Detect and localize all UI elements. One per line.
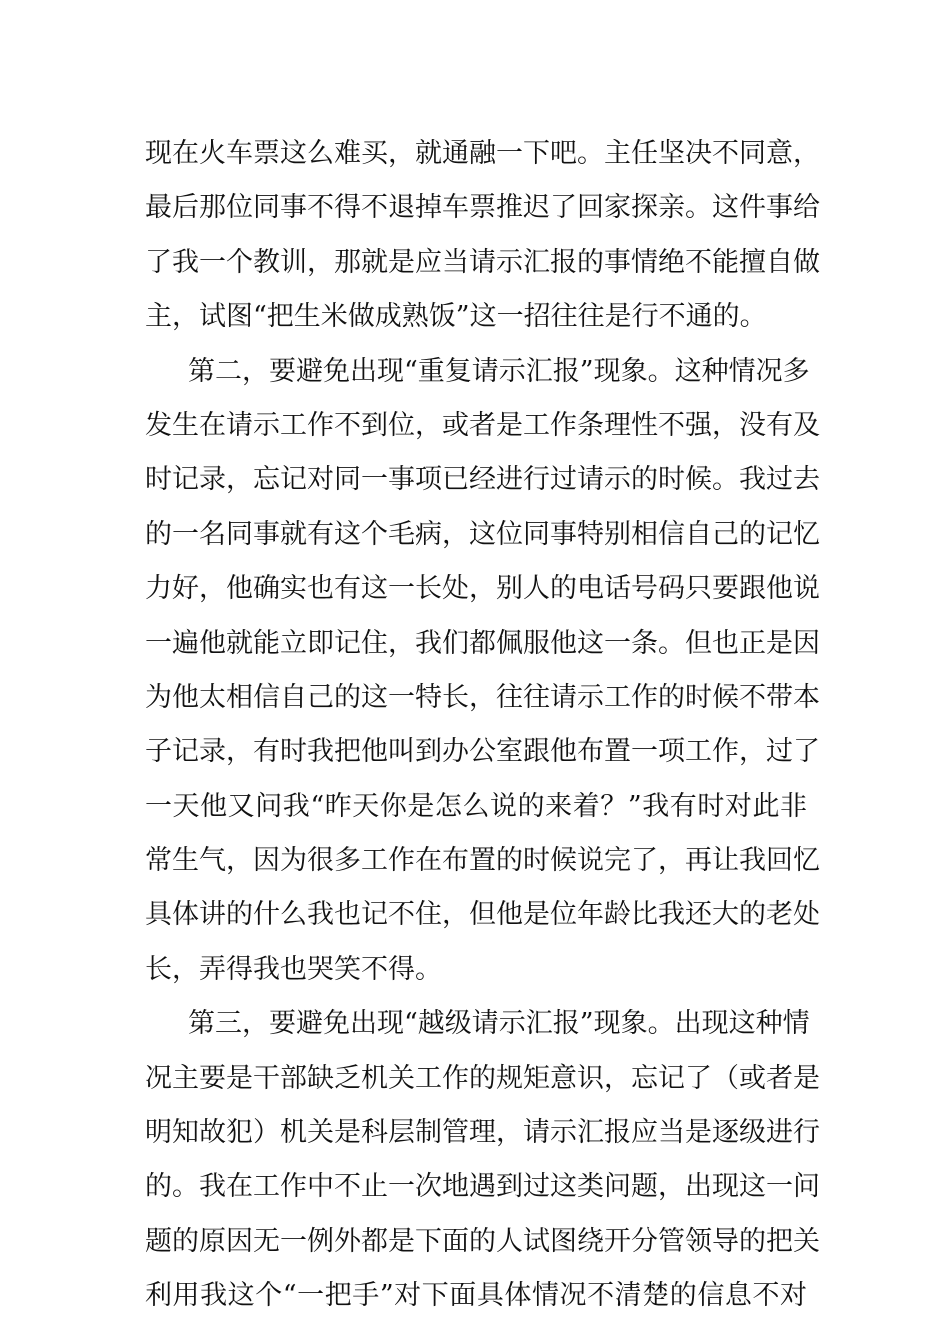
paragraph-start-line: 第三，要避免出现“越级请示汇报”现象。出现这种情: [188, 1008, 810, 1040]
text-line: 长，弄得我也哭笑不得。: [145, 953, 442, 985]
paragraph-start-line: 第二，要避免出现“重复请示汇报”现象。这种情况多: [188, 355, 810, 387]
text-line: 了我一个教训，那就是应当请示汇报的事情绝不能擅自做: [145, 246, 820, 278]
text-line: 况主要是干部缺乏机关工作的规矩意识，忘记了（或者是: [145, 1062, 820, 1094]
text-line: 明知故犯）机关是科层制管理，请示汇报应当是逐级进行: [145, 1117, 820, 1149]
text-line: 最后那位同事不得不退掉车票推迟了回家探亲。这件事给: [145, 192, 820, 224]
text-line: 具体讲的什么我也记不住，但他是位年龄比我还大的老处: [145, 899, 820, 931]
text-line: 利用我这个“一把手”对下面具体情况不清楚的信息不对: [145, 1280, 807, 1312]
text-line: 题的原因无一例外都是下面的人试图绕开分管领导的把关: [145, 1225, 820, 1257]
text-line: 发生在请示工作不到位，或者是工作条理性不强，没有及: [145, 409, 820, 441]
text-line: 的。我在工作中不止一次地遇到过这类问题，出现这一问: [145, 1171, 820, 1203]
text-line: 为他太相信自己的这一特长，往往请示工作的时候不带本: [145, 681, 820, 713]
text-line: 主，试图“把生米做成熟饭”这一招往往是行不通的。: [145, 301, 767, 333]
text-line: 子记录，有时我把他叫到办公室跟他布置一项工作，过了: [145, 736, 820, 768]
body-text: [145, 127, 820, 1324]
text-line: 时记录，忘记对同一事项已经进行过请示的时候。我过去: [145, 464, 820, 496]
text-line: 的一名同事就有这个毛病，这位同事特别相信自己的记忆: [145, 518, 820, 550]
text-line: 一天他又问我“昨天你是怎么说的来着？”我有时对此非: [145, 790, 807, 822]
text-line: 力好，他确实也有这一长处，别人的电话号码只要跟他说: [145, 573, 820, 605]
text-line: 常生气，因为很多工作在布置的时候说完了，再让我回忆: [145, 845, 820, 877]
text-line: 一遍他就能立即记住，我们都佩服他这一条。但也正是因: [145, 627, 820, 659]
text-line: 现在火车票这么难买，就通融一下吧。主任坚决不同意，: [145, 138, 820, 169]
